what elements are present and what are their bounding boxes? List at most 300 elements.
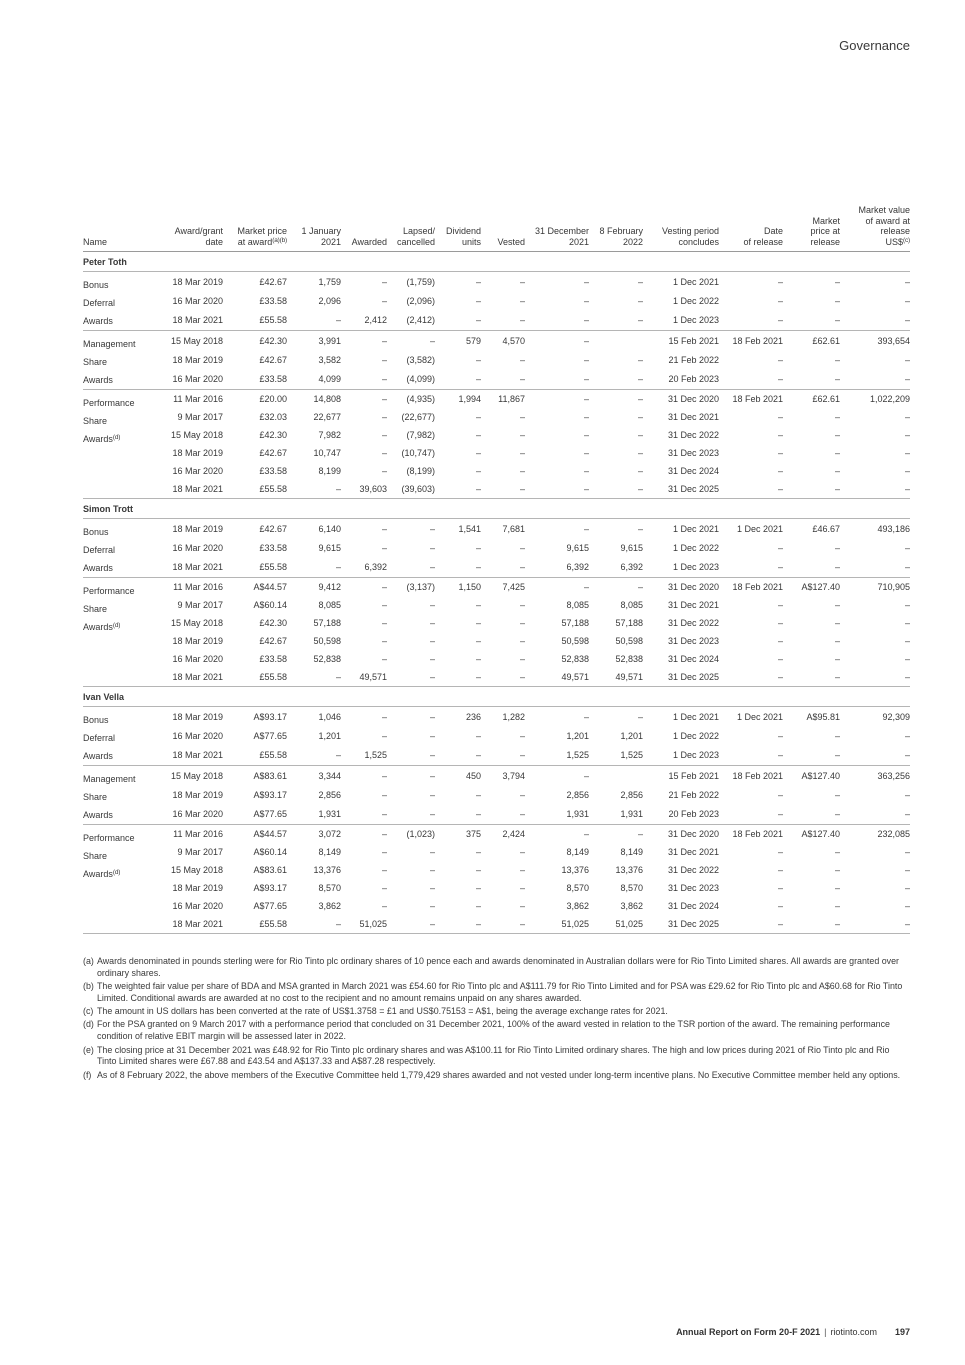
cell: 1,525 bbox=[589, 746, 643, 766]
cell: 8,570 bbox=[566, 883, 589, 893]
table-header-row bbox=[83, 205, 910, 252]
cell: A$93.17 bbox=[253, 789, 287, 800]
cell: 31 Dec 2021 bbox=[667, 847, 719, 857]
cell: A$93.17 bbox=[253, 711, 287, 722]
footnote-label: (b) bbox=[83, 981, 94, 992]
cell: – bbox=[777, 789, 783, 800]
cell: – bbox=[435, 805, 481, 825]
cell: 3,072 bbox=[318, 829, 341, 839]
cell: – bbox=[777, 636, 783, 646]
cell: – bbox=[583, 448, 589, 458]
cell: – bbox=[287, 558, 341, 578]
cell: – bbox=[381, 466, 387, 476]
cell: 2,412 bbox=[341, 311, 387, 331]
cell: 18 Mar 2021 bbox=[155, 558, 223, 578]
cell: – bbox=[834, 865, 840, 875]
cell: – bbox=[475, 412, 481, 422]
cell: – bbox=[381, 523, 387, 534]
cell: 57,188 bbox=[561, 618, 589, 628]
cell: 2,856 bbox=[318, 789, 341, 800]
cell: – bbox=[840, 370, 910, 390]
footer-separator: | bbox=[824, 1327, 827, 1337]
award-group-name: Performance Share Awards$^{(d)}$ bbox=[83, 825, 155, 934]
cell: 21 Feb 2022 bbox=[668, 789, 719, 800]
cell: – bbox=[519, 295, 525, 306]
column-header-8-february-2022: 8 February 2022 bbox=[589, 205, 643, 252]
award-row bbox=[83, 879, 910, 897]
cell: – bbox=[475, 865, 481, 875]
cell: 14,808 bbox=[313, 394, 341, 404]
cell: 8,570 bbox=[318, 883, 341, 893]
footnote-b bbox=[83, 981, 910, 1005]
person-row bbox=[83, 252, 910, 272]
cell: – bbox=[904, 542, 910, 553]
cell: – bbox=[429, 542, 435, 553]
cell: 9,412 bbox=[318, 582, 341, 592]
award-row bbox=[83, 915, 910, 934]
person-name: Ivan Vella bbox=[83, 687, 910, 707]
cell: – bbox=[777, 901, 783, 911]
cell: – bbox=[381, 829, 387, 839]
cell: 31 Dec 2024 bbox=[667, 901, 719, 911]
cell: 18 Mar 2019 bbox=[172, 883, 223, 893]
cell: 3,794 bbox=[502, 770, 525, 781]
cell: – bbox=[583, 354, 589, 365]
cell: 18 Mar 2019 bbox=[172, 448, 223, 458]
award-row bbox=[83, 614, 910, 632]
cell: 8,085 bbox=[620, 600, 643, 610]
cell: 11 Mar 2016 bbox=[173, 829, 223, 839]
cell: – bbox=[519, 466, 525, 476]
cell: – bbox=[475, 618, 481, 628]
cell: 31 Dec 2025 bbox=[643, 915, 719, 934]
cell: – bbox=[904, 901, 910, 911]
cell: – bbox=[583, 829, 589, 839]
cell: 8,085 bbox=[566, 600, 589, 610]
cell: – bbox=[341, 370, 387, 390]
cell: (1,759) bbox=[406, 276, 435, 287]
cell: – bbox=[475, 847, 481, 857]
cell: 18 Mar 2019 bbox=[172, 711, 223, 722]
cell: – bbox=[719, 558, 783, 578]
cell: – bbox=[904, 466, 910, 476]
cell: – bbox=[840, 311, 910, 331]
cell: 232,085 bbox=[877, 829, 910, 839]
cell: – bbox=[435, 480, 481, 499]
award-row bbox=[83, 408, 910, 426]
cell: – bbox=[637, 466, 643, 476]
cell: £55.58 bbox=[223, 746, 287, 766]
cell: £55.58 bbox=[223, 311, 287, 331]
cell: 16 Mar 2020 bbox=[172, 654, 223, 664]
cell: – bbox=[777, 295, 783, 306]
cell: – bbox=[637, 582, 643, 592]
cell: – bbox=[381, 430, 387, 440]
cell: £42.30 bbox=[259, 430, 287, 440]
footnote-text: For the PSA granted on 9 March 2017 with a performance period that concluded on 31 December 2021, 100% of the award vested in relation to the TSR portion of the award. The remaining performance condition of relative EBIT margin will be assessed later in 2022. bbox=[97, 1019, 890, 1042]
cell: – bbox=[583, 770, 589, 781]
award-row bbox=[83, 519, 910, 539]
award-group-name: Bonus Deferral Awards bbox=[83, 707, 155, 766]
cell: 18 Mar 2019 bbox=[172, 276, 223, 287]
cell: 1,931 bbox=[589, 805, 643, 825]
cell: – bbox=[834, 883, 840, 893]
cell: 57,188 bbox=[615, 618, 643, 628]
cell: (39,603) bbox=[387, 480, 435, 499]
cell: – bbox=[481, 915, 525, 934]
cell: 6,392 bbox=[589, 558, 643, 578]
cell: 1 Dec 2023 bbox=[643, 746, 719, 766]
cell: – bbox=[481, 311, 525, 331]
cell: 18 Mar 2021 bbox=[155, 668, 223, 687]
cell: – bbox=[840, 915, 910, 934]
cell: – bbox=[834, 276, 840, 287]
cell: – bbox=[834, 618, 840, 628]
cell: 51,025 bbox=[589, 915, 643, 934]
cell: 393,654 bbox=[877, 335, 910, 346]
person-row bbox=[83, 687, 910, 707]
award-row bbox=[83, 480, 910, 499]
cell: 16 Mar 2020 bbox=[155, 370, 223, 390]
cell: 1,931 bbox=[525, 805, 589, 825]
cell: 1 Dec 2023 bbox=[643, 558, 719, 578]
cell: – bbox=[387, 746, 435, 766]
cell: 49,571 bbox=[525, 668, 589, 687]
cell: – bbox=[834, 430, 840, 440]
cell: – bbox=[834, 542, 840, 553]
cell: – bbox=[777, 618, 783, 628]
cell: – bbox=[435, 311, 481, 331]
cell: – bbox=[381, 394, 387, 404]
cell: 15 May 2018 bbox=[170, 865, 223, 875]
cell: – bbox=[834, 847, 840, 857]
footnote-c bbox=[83, 1006, 910, 1018]
cell: – bbox=[840, 746, 910, 766]
footnote-label: (f) bbox=[83, 1069, 92, 1080]
cell: – bbox=[519, 636, 525, 646]
award-row bbox=[83, 272, 910, 292]
cell: 9,615 bbox=[566, 542, 589, 553]
cell: £62.61 bbox=[812, 394, 840, 404]
cell: £33.58 bbox=[259, 295, 287, 306]
footnotes bbox=[83, 956, 910, 1081]
award-row bbox=[83, 861, 910, 879]
award-row bbox=[83, 632, 910, 650]
cell: – bbox=[429, 618, 435, 628]
cell: 2,856 bbox=[620, 789, 643, 800]
cell: 1,201 bbox=[566, 730, 589, 741]
cell: – bbox=[904, 430, 910, 440]
cell: – bbox=[637, 523, 643, 534]
cell: – bbox=[381, 847, 387, 857]
column-header-31-december-2021: 31 December 2021 bbox=[525, 205, 589, 252]
cell: 31 Dec 2024 bbox=[667, 654, 719, 664]
page-number: 197 bbox=[894, 1327, 910, 1337]
cell: – bbox=[519, 654, 525, 664]
cell: – bbox=[519, 412, 525, 422]
cell: – bbox=[381, 335, 387, 346]
cell: 493,186 bbox=[877, 523, 910, 534]
cell: – bbox=[475, 883, 481, 893]
cell: – bbox=[481, 558, 525, 578]
cell: 31 Dec 2021 bbox=[667, 600, 719, 610]
cell: – bbox=[381, 542, 387, 553]
cell: 1,525 bbox=[525, 746, 589, 766]
cell: – bbox=[583, 711, 589, 722]
cell: £42.67 bbox=[259, 448, 287, 458]
cell: A$77.65 bbox=[253, 901, 287, 911]
cell: 50,598 bbox=[561, 636, 589, 646]
cell: £33.58 bbox=[223, 370, 287, 390]
award-row bbox=[83, 825, 910, 844]
cell: – bbox=[840, 805, 910, 825]
cell: 1,150 bbox=[458, 582, 481, 592]
cell: A$127.40 bbox=[801, 770, 840, 781]
cell: 31 Dec 2020 bbox=[667, 829, 719, 839]
award-row bbox=[83, 746, 910, 766]
footnote-d bbox=[83, 1019, 910, 1043]
cell: 1,022,209 bbox=[869, 394, 910, 404]
cell: 15 May 2018 bbox=[170, 430, 223, 440]
cell: 31 Dec 2020 bbox=[667, 394, 719, 404]
footnote-label: (d) bbox=[83, 1019, 94, 1030]
cell: 57,188 bbox=[313, 618, 341, 628]
cell: 52,838 bbox=[615, 654, 643, 664]
cell: 1 Dec 2022 bbox=[672, 295, 719, 306]
cell: 1,282 bbox=[502, 711, 525, 722]
cell: – bbox=[783, 370, 840, 390]
column-header-dividend-units: Dividend units bbox=[435, 205, 481, 252]
column-header-lapsed-cancelled: Lapsed/ cancelled bbox=[387, 205, 435, 252]
column-header-1-january-2021: 1 January 2021 bbox=[287, 205, 341, 252]
cell: 1 Dec 2023 bbox=[643, 311, 719, 331]
cell: – bbox=[519, 901, 525, 911]
cell: 18 Mar 2019 bbox=[172, 636, 223, 646]
cell: – bbox=[904, 789, 910, 800]
cell: 21 Feb 2022 bbox=[668, 354, 719, 365]
cell: £32.03 bbox=[259, 412, 287, 422]
cell: – bbox=[777, 865, 783, 875]
cell: 11 Mar 2016 bbox=[173, 582, 223, 592]
cell: 7,425 bbox=[502, 582, 525, 592]
cell: 31 Dec 2023 bbox=[667, 448, 719, 458]
award-row bbox=[83, 596, 910, 614]
cell: 1,541 bbox=[458, 523, 481, 534]
cell: 9,615 bbox=[318, 542, 341, 553]
cell: – bbox=[783, 558, 840, 578]
cell: (3,137) bbox=[406, 582, 435, 592]
cell: 52,838 bbox=[561, 654, 589, 664]
cell: 51,025 bbox=[341, 915, 387, 934]
cell: – bbox=[777, 542, 783, 553]
award-group-name: Bonus Deferral Awards bbox=[83, 519, 155, 578]
content-area bbox=[83, 205, 910, 1083]
cell: 8,149 bbox=[566, 847, 589, 857]
cell: 450 bbox=[465, 770, 481, 781]
cell: – bbox=[475, 789, 481, 800]
website-link[interactable]: riotinto.com bbox=[830, 1327, 877, 1337]
cell: – bbox=[583, 466, 589, 476]
cell: A$44.57 bbox=[253, 582, 287, 592]
cell: – bbox=[719, 805, 783, 825]
cell: 9 Mar 2017 bbox=[177, 412, 223, 422]
cell: 15 Feb 2021 bbox=[668, 335, 719, 346]
cell: – bbox=[834, 636, 840, 646]
cell: 1,046 bbox=[318, 711, 341, 722]
cell: – bbox=[777, 600, 783, 610]
cell: 16 Mar 2020 bbox=[172, 466, 223, 476]
cell: – bbox=[777, 276, 783, 287]
column-header-name: Name bbox=[83, 205, 155, 252]
cell: 1 Dec 2021 bbox=[736, 523, 783, 534]
cell: 1 Dec 2021 bbox=[672, 276, 719, 287]
cell: – bbox=[519, 618, 525, 628]
cell: – bbox=[777, 430, 783, 440]
cell: – bbox=[381, 770, 387, 781]
cell: 15 May 2018 bbox=[170, 770, 223, 781]
cell: – bbox=[834, 901, 840, 911]
award-row bbox=[83, 897, 910, 915]
cell: 3,582 bbox=[318, 354, 341, 365]
cell: 18 Mar 2019 bbox=[172, 354, 223, 365]
cell: – bbox=[381, 636, 387, 646]
award-group-name: Bonus Deferral Awards bbox=[83, 272, 155, 331]
cell: – bbox=[387, 805, 435, 825]
cell: – bbox=[475, 295, 481, 306]
cell: – bbox=[475, 448, 481, 458]
award-row bbox=[83, 462, 910, 480]
cell: 13,376 bbox=[313, 865, 341, 875]
cell: 13,376 bbox=[561, 865, 589, 875]
column-header-vesting-period-concludes: Vesting period concludes bbox=[643, 205, 719, 252]
cell: – bbox=[429, 847, 435, 857]
cell: – bbox=[387, 558, 435, 578]
cell: – bbox=[637, 394, 643, 404]
cell: (1,023) bbox=[406, 829, 435, 839]
cell: 375 bbox=[465, 829, 481, 839]
cell: (2,412) bbox=[387, 311, 435, 331]
cell: A$127.40 bbox=[801, 582, 840, 592]
cell: – bbox=[904, 865, 910, 875]
cell: A$93.17 bbox=[253, 883, 287, 893]
cell: – bbox=[583, 295, 589, 306]
cell: – bbox=[519, 448, 525, 458]
cell: – bbox=[435, 668, 481, 687]
cell: 50,598 bbox=[615, 636, 643, 646]
cell: – bbox=[435, 915, 481, 934]
cell: – bbox=[475, 600, 481, 610]
cell: – bbox=[519, 430, 525, 440]
cell: – bbox=[904, 730, 910, 741]
cell: – bbox=[783, 311, 840, 331]
cell: 4,099 bbox=[287, 370, 341, 390]
cell: – bbox=[834, 354, 840, 365]
cell: 31 Dec 2025 bbox=[643, 668, 719, 687]
cell: 15 Feb 2021 bbox=[668, 770, 719, 781]
cell: – bbox=[429, 600, 435, 610]
cell: 1,931 bbox=[287, 805, 341, 825]
cell: (10,747) bbox=[401, 448, 435, 458]
award-row bbox=[83, 843, 910, 861]
person-row bbox=[83, 499, 910, 519]
cell: A$95.81 bbox=[806, 711, 840, 722]
cell: – bbox=[429, 901, 435, 911]
cell: – bbox=[435, 558, 481, 578]
cell: 18 Mar 2021 bbox=[155, 311, 223, 331]
cell: – bbox=[381, 412, 387, 422]
cell: – bbox=[589, 480, 643, 499]
cell: 20 Feb 2023 bbox=[643, 370, 719, 390]
cell: 13,376 bbox=[615, 865, 643, 875]
cell: 2,856 bbox=[566, 789, 589, 800]
cell: – bbox=[387, 668, 435, 687]
cell: 11 Mar 2016 bbox=[173, 394, 223, 404]
column-header-market-price-at-award: Market price at award$^{(a)(b)}$ bbox=[223, 205, 287, 252]
cell: £20.00 bbox=[259, 394, 287, 404]
award-row bbox=[83, 291, 910, 310]
footnote-a bbox=[83, 956, 910, 980]
cell: – bbox=[904, 448, 910, 458]
cell: £55.58 bbox=[223, 915, 287, 934]
cell: £55.58 bbox=[223, 558, 287, 578]
cell: 49,571 bbox=[341, 668, 387, 687]
cell: – bbox=[719, 480, 783, 499]
cell: – bbox=[381, 711, 387, 722]
cell: – bbox=[381, 865, 387, 875]
cell: 3,862 bbox=[566, 901, 589, 911]
cell: – bbox=[637, 711, 643, 722]
cell: – bbox=[519, 847, 525, 857]
award-row bbox=[83, 390, 910, 409]
column-header-market-value-at-release: Market value of award at release US\$$^{(c)}$ bbox=[840, 205, 910, 252]
cell: £42.67 bbox=[259, 354, 287, 365]
cell: – bbox=[583, 335, 589, 346]
cell: – bbox=[589, 311, 643, 331]
cell: £46.67 bbox=[812, 523, 840, 534]
footnote-text: The weighted fair value per share of BDA and MSA granted in March 2021 was £54.60 for Rio Tinto plc and A$111.79 for Rio Tinto Limited and for PSA was £29.62 for Rio Tinto plc and A$60.68 for Rio Tinto Limited. Conditional awards are awarded at no cost to the recipient and no amount remains unpaid on any shares awarded. bbox=[97, 981, 903, 1003]
cell: – bbox=[287, 480, 341, 499]
cell: 18 Mar 2021 bbox=[155, 480, 223, 499]
cell: 8,149 bbox=[620, 847, 643, 857]
award-row bbox=[83, 311, 910, 331]
cell: £42.67 bbox=[259, 523, 287, 534]
cell: 1 Dec 2022 bbox=[672, 542, 719, 553]
cell: – bbox=[840, 558, 910, 578]
cell: 31 Dec 2021 bbox=[667, 412, 719, 422]
cell: 1 Dec 2021 bbox=[736, 711, 783, 722]
cell: – bbox=[719, 746, 783, 766]
cell: – bbox=[904, 354, 910, 365]
cell: – bbox=[783, 668, 840, 687]
cell: – bbox=[287, 311, 341, 331]
cell: – bbox=[777, 730, 783, 741]
cell: – bbox=[783, 915, 840, 934]
cell: 710,905 bbox=[877, 582, 910, 592]
cell: – bbox=[481, 370, 525, 390]
cell: – bbox=[904, 295, 910, 306]
cell: – bbox=[475, 466, 481, 476]
cell: 7,982 bbox=[318, 430, 341, 440]
cell: 18 Mar 2021 bbox=[155, 915, 223, 934]
cell: (7,982) bbox=[406, 430, 435, 440]
cell: – bbox=[583, 412, 589, 422]
cell: 11,867 bbox=[498, 394, 525, 404]
cell: 3,862 bbox=[620, 901, 643, 911]
footnote-label: (e) bbox=[83, 1044, 94, 1055]
cell: 363,256 bbox=[877, 770, 910, 781]
cell: 52,838 bbox=[313, 654, 341, 664]
cell: 1,994 bbox=[458, 394, 481, 404]
